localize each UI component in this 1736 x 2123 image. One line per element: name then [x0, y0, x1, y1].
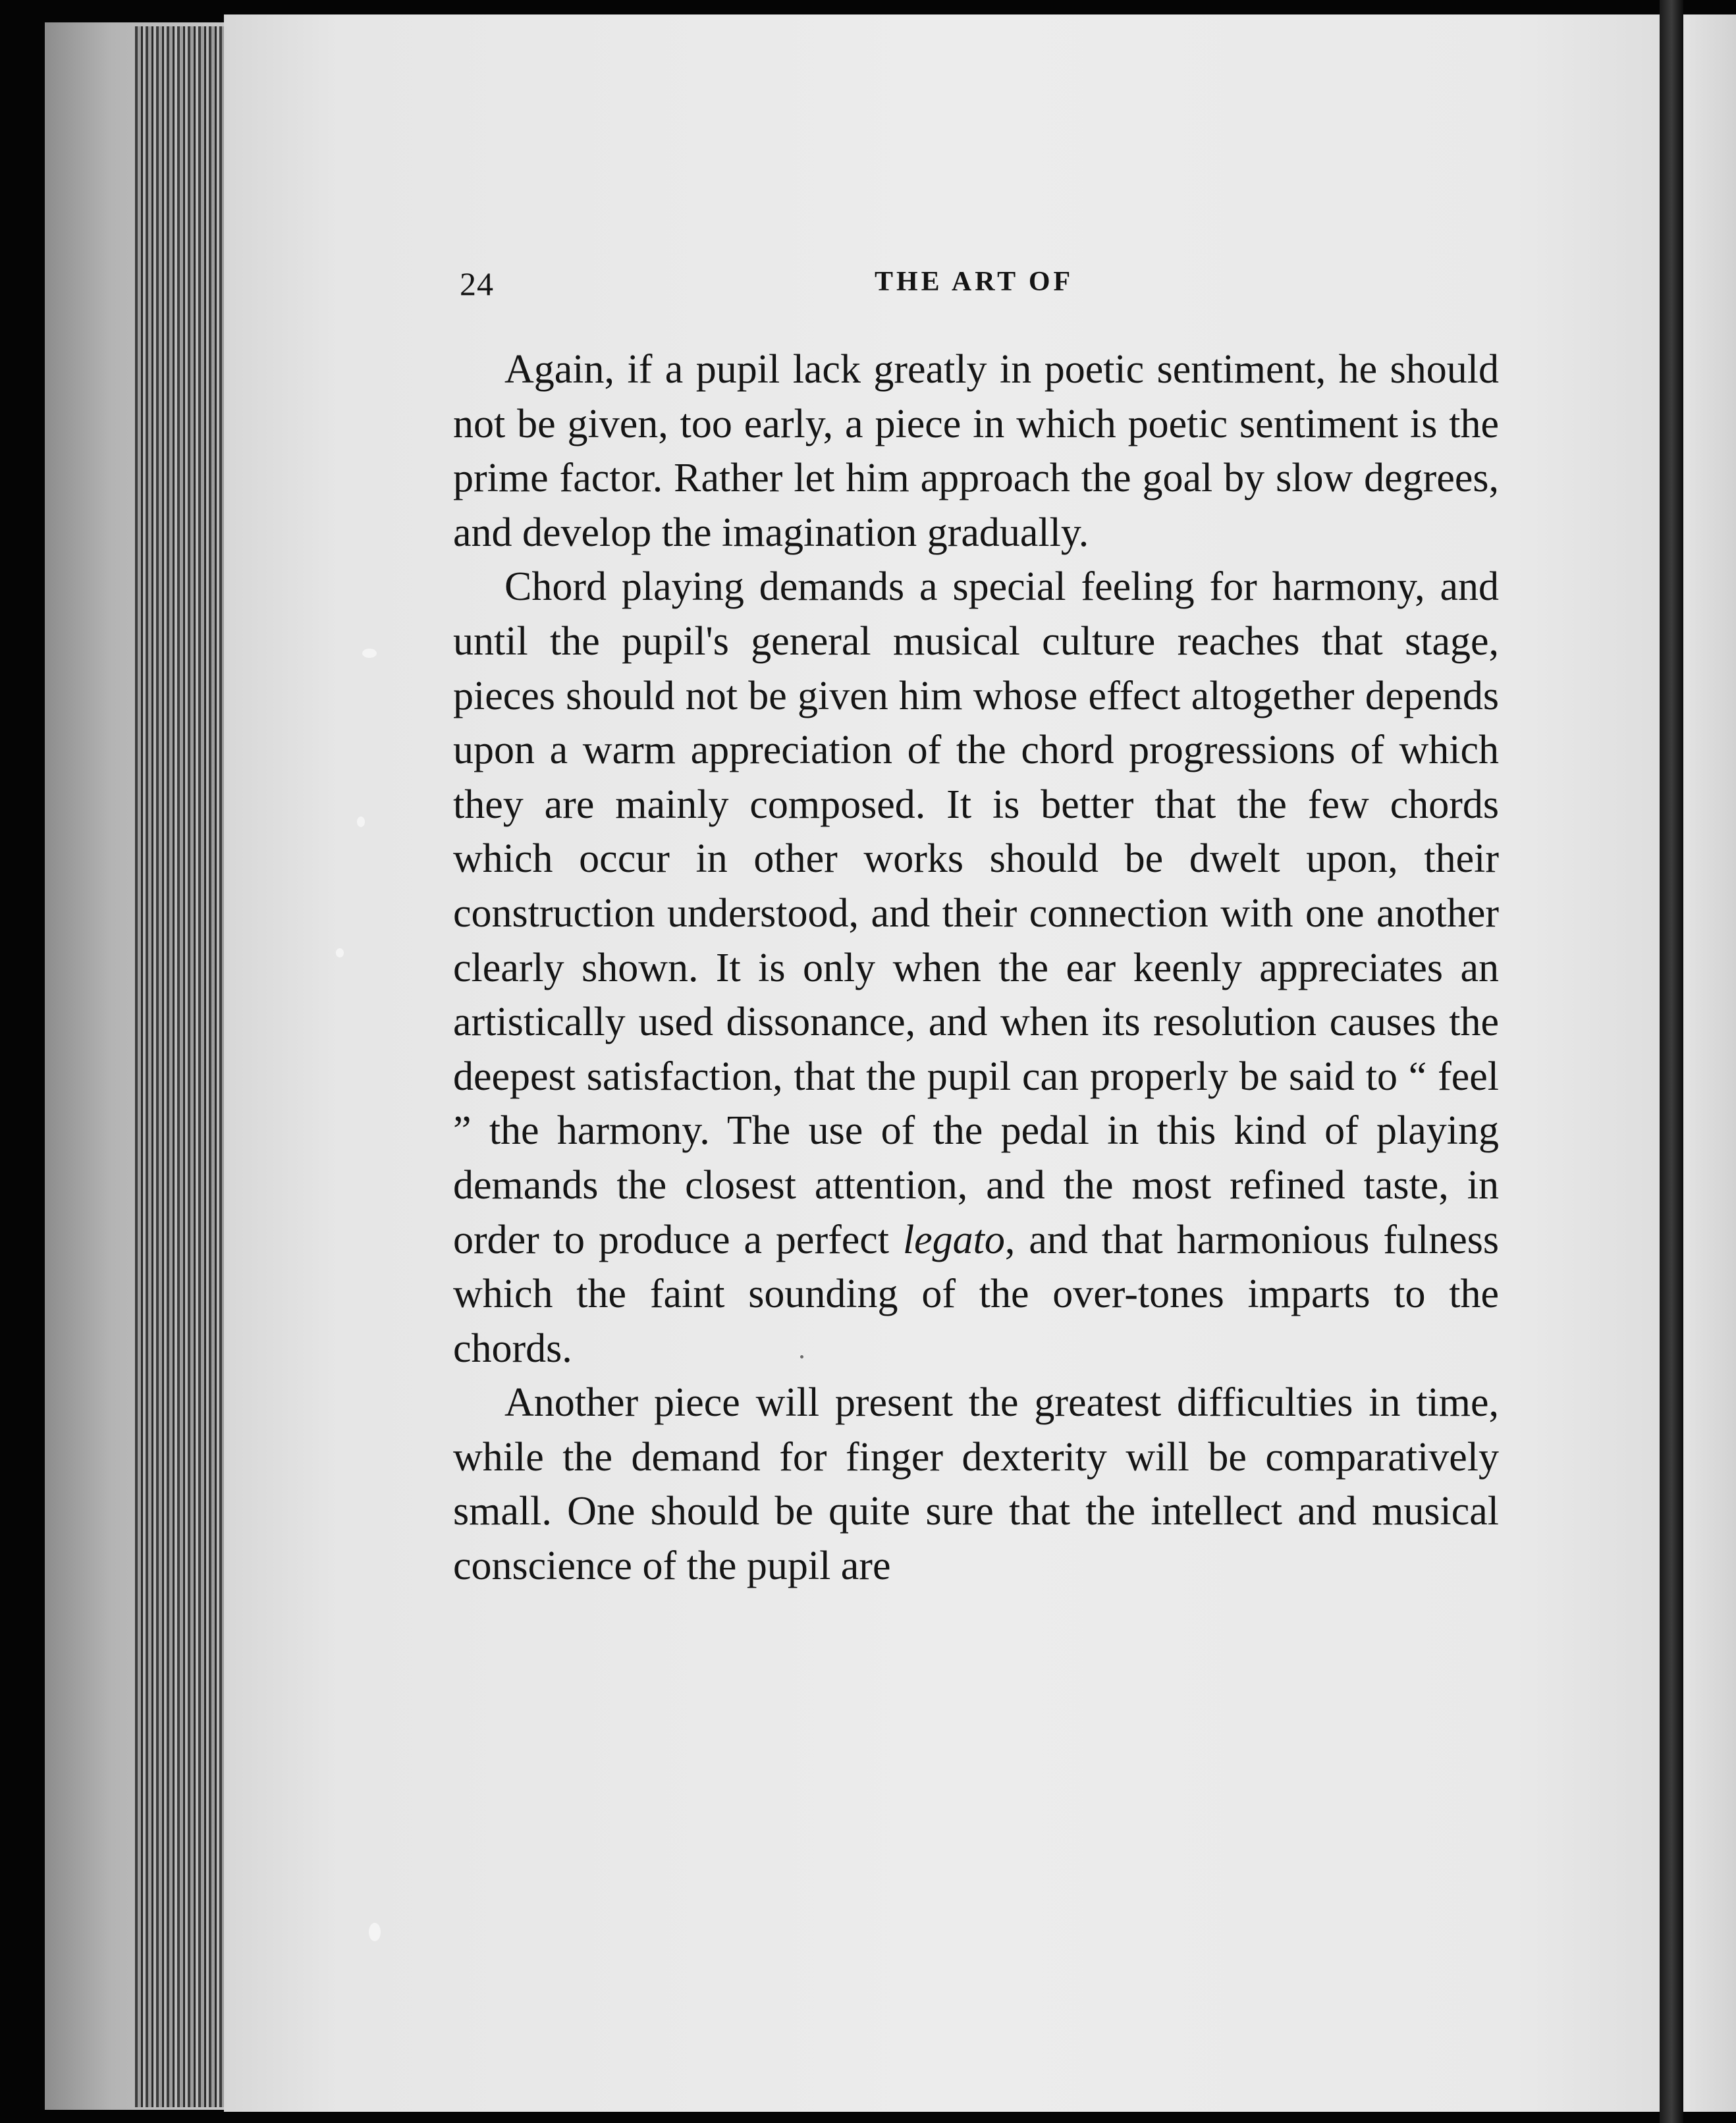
paragraph-3: Another piece will present the greatest difficulties in time, while the demand for finger dexterity will be comparatively small. One should be quite sure that the intellect and musical conscience of the pupil are [453, 1380, 1499, 1589]
running-head: THE ART OF [875, 267, 1074, 297]
paragraph-2 [453, 560, 1499, 1376]
facing-page-edge [1683, 14, 1736, 2112]
paper-speck [369, 1923, 381, 1941]
body-text [453, 342, 1499, 1594]
paper-speck [357, 817, 365, 827]
paper-speck [362, 649, 377, 658]
paragraph-2-text-before: Chord playing demands a special feeling for harmony, and until the pupil's general musical culture reaches that stage, pieces should not be given him whose effect altogether depends upon a warm appreciation of the chord progressions of which they are mainly composed. It is better that the few chords which occur in other works should be dwelt upon, their construction understood, and their connection with one another clearly shown. It is only when the ear keenly appreciates an artistically used dissonance, and when its resolution causes the deepest satisfaction, that the pupil can properly be said to “ feel ” the harmony. The use of the pedal in this kind of playing demands the closest attention, and the most refined taste, in order to produce a perfect [453, 564, 1499, 1262]
paragraph-1: Again, if a pupil lack greatly in poetic sentiment, he should not be given, too early, a piece in which poetic sentiment is the prime factor. Rather let him approach the goal by slow degrees, and develop the imagination gradually. [453, 347, 1499, 555]
book-page-edges [135, 26, 227, 2107]
binding-shadow [1660, 0, 1683, 2123]
page-header [460, 265, 1499, 311]
paragraph-2-text-after: , and that harmonious fulness which the faint sounding of the over-tones imparts to the chords. [453, 1217, 1499, 1371]
paragraph-2-italic-term: legato [902, 1217, 1005, 1262]
paper-speck [336, 948, 344, 957]
page-number: 24 [460, 265, 494, 302]
